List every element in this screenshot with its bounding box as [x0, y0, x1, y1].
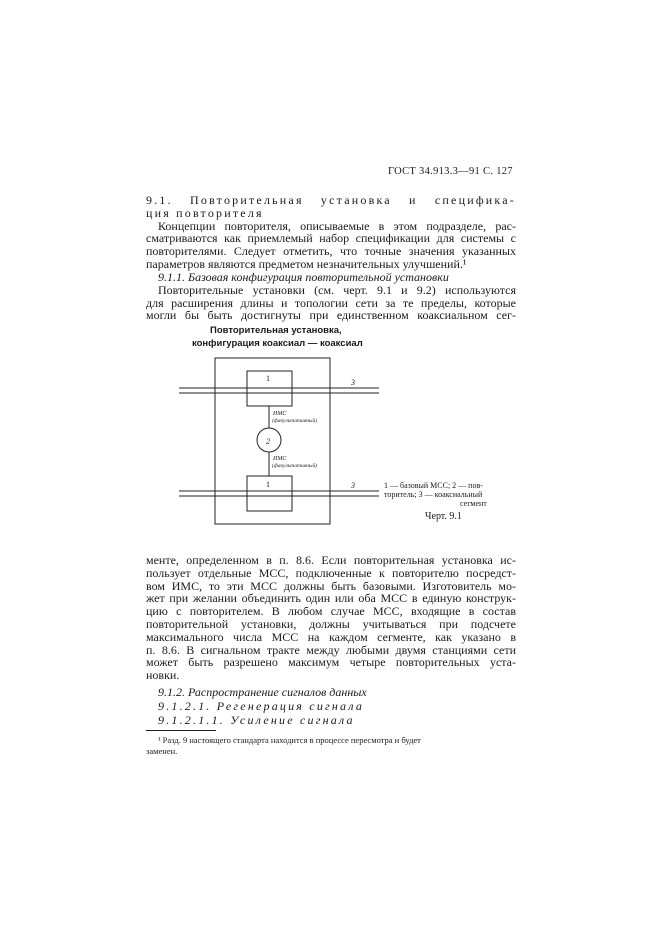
subsection-9-1-2-1: 9.1.2.1. Регенерация сигнала	[158, 699, 365, 713]
legend-line: 1 — базовый МСС; 2 — пов-	[384, 481, 483, 490]
section-9-1-1	[146, 271, 516, 322]
figure-title-line1: Повторительная установка,	[210, 325, 342, 336]
coax-upper-label: 3	[351, 378, 355, 387]
paragraph-line: сматриваются как приемлемый набор спецификации для системы с	[146, 231, 516, 246]
footnote-rule	[146, 730, 216, 731]
figure-title-line2: конфигурация коаксиал — коаксиал	[192, 338, 363, 349]
paragraph-line: могли бы быть достигнуты при единственном коаксиальном сег-	[146, 308, 516, 323]
footnote-line: ¹ Разд. 9 настоящего стандарта находится в процессе пересмотра и будет	[158, 735, 421, 745]
paragraph-line: жет при желании объединить один или оба МСС в единую конструк-	[146, 591, 516, 606]
paragraph-line: вом ИМС, то эти МСС должны быть базовыми. Изготовитель мо-	[146, 578, 516, 593]
repeater-label: 2	[266, 437, 270, 446]
repeater-diagram	[175, 355, 380, 530]
paragraph-line: п. 8.6. В сигнальном тракте между любыми двумя станциями сети	[146, 642, 516, 657]
subsection-9-1-2: 9.1.2. Распространение сигналов данных	[158, 685, 367, 699]
paragraph-line: повторительной установки, должны учитываться при подсчете	[146, 616, 516, 631]
subsection-9-1-2-1-1: 9.1.2.1.1. Усиление сигнала	[158, 713, 355, 727]
aui-lower-label: ИМС	[273, 456, 287, 462]
paragraph-line: цию с повторителем. В любом случае МСС, входящие в состав	[146, 604, 516, 619]
coax-lower-label: 3	[351, 481, 355, 490]
repeater-set-frame	[215, 358, 330, 524]
paragraph-line: повторителями. Следует отметить, что точные значения указанных	[146, 244, 516, 259]
mau-lower-label: 1	[266, 480, 270, 489]
mau-upper-label: 1	[266, 374, 270, 383]
figure-caption: Черт. 9.1	[425, 511, 462, 522]
section-heading-cont: ция повторителя	[146, 205, 264, 220]
section-9-1	[146, 194, 516, 271]
paragraph-line: менте, определенном в п. 8.6. Если повторительная установка ис-	[146, 553, 516, 567]
footnote	[146, 735, 516, 757]
paragraph-line: максимального числа МСС на каждом сегменте, как указано в	[146, 629, 516, 644]
paragraph-line: Концепции повторителя, описываемые в этом подразделе, рас-	[158, 218, 516, 233]
page-header: ГОСТ 34.913.3—91 С. 127	[388, 166, 513, 177]
aui-lower-optional: (факультативный)	[272, 463, 318, 469]
figure-legend	[384, 481, 487, 508]
section-heading: 9.1. Повторительная установка и специфика-	[146, 193, 516, 207]
legend-line: сегмент	[460, 499, 487, 508]
continuation-paragraph	[146, 554, 516, 682]
subsection-heading: 9.1.1. Базовая конфигурация повторительной установки	[158, 270, 449, 284]
footnote-line: заменен.	[146, 746, 178, 756]
paragraph-line: параметров являются предметом незначительных улучшений.¹	[146, 256, 467, 271]
aui-upper-label: ИМС	[273, 411, 287, 417]
paragraph-line: может быть разрешено максимум четыре повторительных уста-	[146, 655, 516, 670]
aui-upper-optional: (факультативный)	[272, 418, 318, 424]
paragraph-line: для расширения длины и топологии сети за те пределы, которые	[146, 295, 516, 310]
legend-line: торитель; 3 — коаксиальный	[384, 490, 483, 499]
paragraph-line: пользует отдельные МСС, подключенные к повторителю посредст-	[146, 565, 516, 580]
paragraph-line: Повторительные установки (см. черт. 9.1 и 9.2) используются	[158, 282, 516, 297]
paragraph-line: новки.	[146, 668, 180, 683]
